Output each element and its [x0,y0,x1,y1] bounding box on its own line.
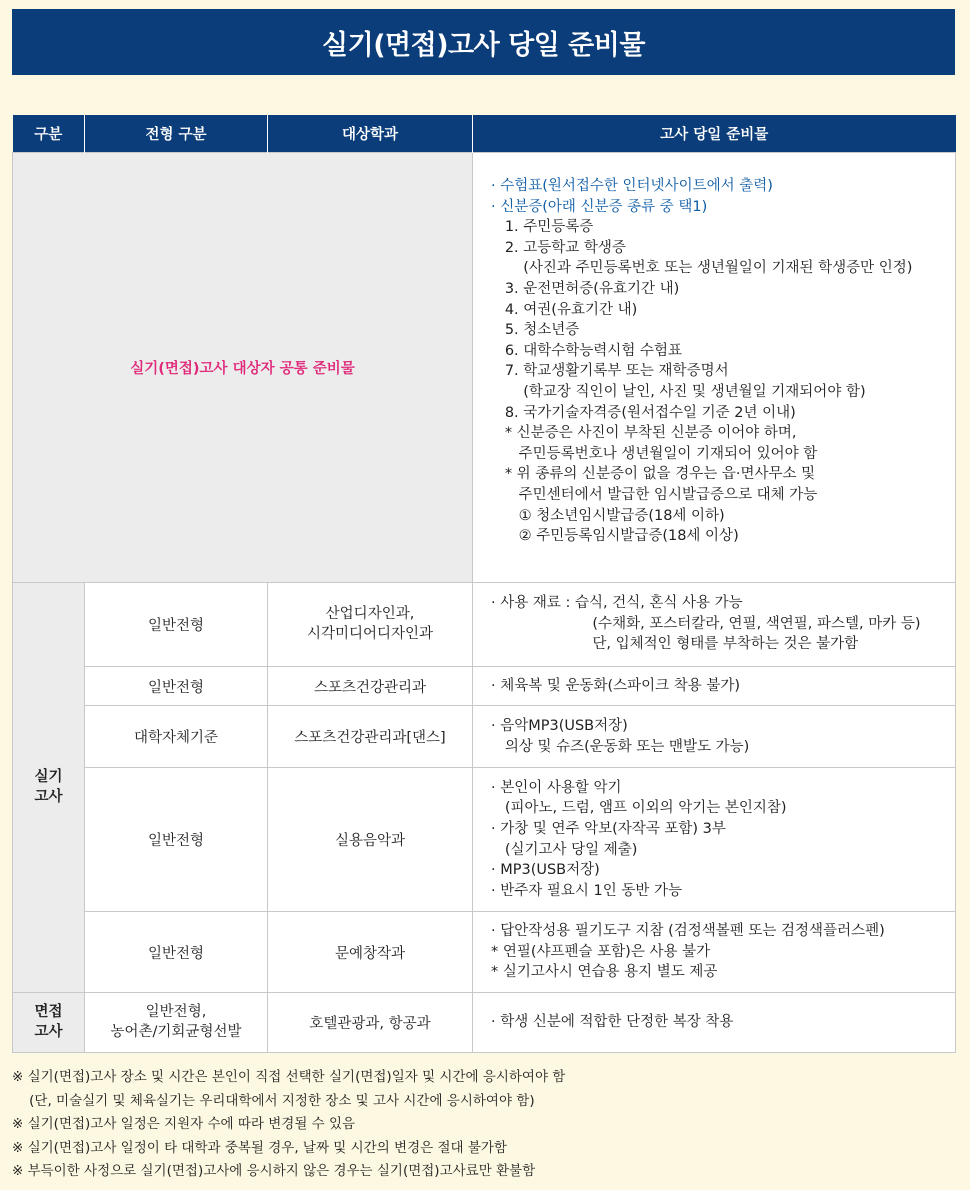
category-interview: 면접 고사 [13,993,85,1053]
note-line: (단, 미술실기 및 체육실기는 우리대학에서 지정한 장소 및 고사 시간에 응시하여야 함) [12,1092,535,1109]
table-row [13,768,956,912]
common-item-line: 5. 청소년증 [491,322,580,339]
header-items: 고사 당일 준비물 [473,115,956,153]
common-item-line: 주민등록번호나 생년월일이 기재되어 있어야 함 [491,445,818,462]
item-line: * 연필(샤프펜슬 포함)은 사용 불가 [491,943,711,960]
admission-type: 일반전형 [85,768,268,912]
item-line: · MP3(USB저장) [491,862,600,879]
item-line: 단, 입체적인 형태를 부착하는 것은 불가함 [491,636,859,653]
items [473,706,956,768]
common-item-line: 7. 학교생활기록부 또는 재학증명서 [491,363,729,380]
table-row [13,993,956,1053]
item-line: · 가창 및 연주 악보(자작곡 포함) 3부 [491,820,726,837]
department: 스포츠건강관리과 [268,667,473,706]
item-line: (피아노, 드럼, 앰프 이외의 악기는 본인지참) [491,800,787,817]
table-row-common [13,153,956,583]
common-item-line: 2. 고등학교 학생증 [491,239,626,256]
common-item-line: * 신분증은 사진이 부착된 신분증 이어야 하며, [491,425,797,442]
admission-type: 일반전형 [85,912,268,993]
common-item-line: · 수험표(원서접수한 인터넷사이트에서 출력) [491,178,773,194]
common-item-line: 4. 여권(유효기간 내) [491,301,638,318]
common-item-line: (학교장 직인이 날인, 사진 및 생년월일 기재되어야 함) [491,383,866,400]
note-line: ※ 부득이한 사정으로 실기(면접)고사에 응시하지 않은 경우는 실기(면접)고사료만 환불함 [12,1163,536,1179]
admission-type: 대학자체기준 [85,706,268,768]
department: 호텔관광과, 항공과 [268,993,473,1053]
common-items [473,153,956,583]
department: 산업디자인과, 시각미디어디자인과 [268,583,473,667]
admission-type: 일반전형 [85,583,268,667]
common-item-line: ② 주민등록임시발급증(18세 이상) [491,528,739,545]
item-line: · 학생 신분에 적합한 단정한 복장 착용 [491,1014,734,1031]
header-department: 대상학과 [268,115,473,153]
items [473,912,956,993]
common-item-line: 1. 주민등록증 [491,219,594,236]
common-item-line: · 신분증(아래 신분증 종류 중 택1) [491,198,708,215]
header-category: 구분 [13,115,85,153]
table-row [13,706,956,768]
items [473,993,956,1053]
admission-type: 일반전형 [85,667,268,706]
common-label: 실기(면접)고사 대상자 공통 준비물 [13,153,473,583]
department: 문예창작과 [268,912,473,993]
item-line: · 반주자 필요시 1인 동반 가능 [491,882,682,899]
page-title: 실기(면접)고사 당일 준비물 [12,9,955,75]
common-item-line: 8. 국가기술자격증(원서접수일 기준 2년 이내) [491,404,796,421]
item-line: · 음악MP3(USB저장) [491,717,628,734]
notes [12,1066,955,1184]
item-line: · 체육복 및 운동화(스파이크 착용 불가) [491,677,741,694]
items [473,667,956,706]
common-item-line: ① 청소년임시발급증(18세 이하) [491,507,725,524]
item-line: · 본인이 사용할 악기 [491,779,622,796]
items [473,583,956,667]
item-line: · 사용 재료 : 습식, 건식, 혼식 사용 가능 [491,595,743,611]
common-item-line: (사진과 주민등록번호 또는 생년월일이 기재된 학생증만 인정) [491,260,913,277]
item-line: · 답안작성용 필기도구 지참 (검정색볼펜 또는 검정색플러스펜) [491,923,885,940]
note-line: ※ 실기(면접)고사 일정이 타 대학과 중복될 경우, 날짜 및 시간의 변경은 절대 불가함 [12,1139,507,1156]
common-item-line: 주민센터에서 발급한 임시발급증으로 대체 가능 [491,486,818,503]
header-admission-type: 전형 구분 [85,115,268,153]
item-line: * 실기고사시 연습용 용지 별도 제공 [491,964,718,981]
admission-type: 일반전형, 농어촌/기회균형선발 [85,993,268,1053]
common-item-line: * 위 종류의 신분증이 없을 경우는 읍·면사무소 및 [491,466,816,483]
note-line: ※ 실기(면접)고사 장소 및 시간은 본인이 직접 선택한 실기(면접)일자 및 시간에 응시하여야 함 [12,1069,566,1085]
department: 실용음악과 [268,768,473,912]
table-header-row [13,115,956,153]
item-line: 의상 및 슈즈(운동화 또는 맨발도 가능) [491,738,750,755]
note-line: ※ 실기(면접)고사 일정은 지원자 수에 따라 변경될 수 있음 [12,1116,356,1132]
table-row [13,912,956,993]
category-practical: 실기 고사 [13,583,85,993]
common-item-line: 3. 운전면허증(유효기간 내) [491,280,680,297]
item-line: (실기고사 당일 제출) [491,841,638,858]
items [473,768,956,912]
item-line: (수채화, 포스터칼라, 연필, 색연필, 파스텔, 마카 등) [491,615,921,632]
table-row [13,667,956,706]
department: 스포츠건강관리과[댄스] [268,706,473,768]
table-row [13,583,956,667]
preparation-table [12,115,956,1053]
common-item-line: 6. 대학수학능력시험 수험표 [491,342,682,359]
